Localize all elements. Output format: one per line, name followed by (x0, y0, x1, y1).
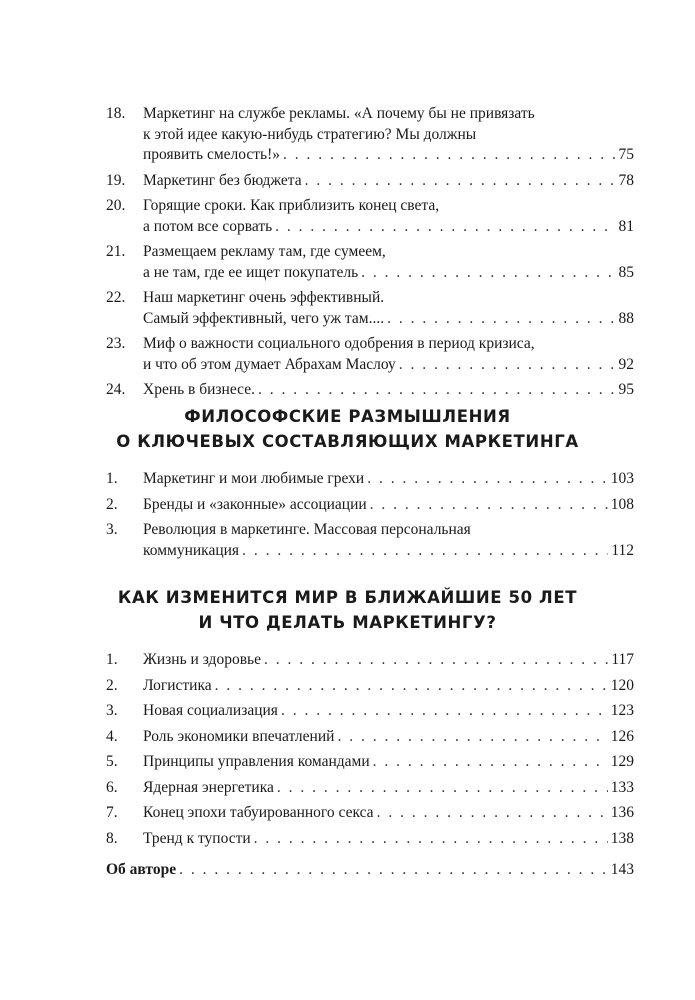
dot-leader (281, 701, 608, 722)
toc-entry[interactable] (106, 469, 634, 490)
toc-entry[interactable] (106, 334, 634, 375)
toc-entry[interactable] (106, 701, 634, 722)
toc-entry-body (143, 778, 634, 799)
toc-entry-number: 3. (106, 521, 118, 538)
toc-entry-number: 3. (106, 702, 118, 719)
toc-entry-last-line (143, 650, 634, 671)
toc-entry-last-line (143, 803, 634, 824)
toc-entry[interactable] (106, 778, 634, 799)
toc-entry-body (143, 650, 634, 671)
toc-list-philosophy (0, 469, 695, 566)
toc-entry-page: 112 (611, 541, 634, 559)
dot-leader (387, 309, 615, 330)
toc-entry-body (143, 803, 634, 824)
toc-entry-title-line: коммуникация (143, 541, 240, 559)
toc-entry-number: 7. (106, 804, 118, 821)
toc-entry-body (143, 242, 634, 283)
toc-entry-page: 143 (610, 861, 634, 878)
toc-entry-body (143, 701, 634, 722)
toc-entry-last-line (143, 778, 634, 799)
toc-entry-title-line: Тренд к тупости (143, 829, 251, 847)
toc-entry[interactable] (106, 520, 634, 561)
toc-entry-last-line (143, 263, 634, 284)
toc-entry-last-line (143, 217, 634, 238)
dot-leader (264, 650, 608, 671)
toc-entry-page: 92 (618, 355, 634, 373)
dot-leader (305, 171, 616, 192)
section-heading-philosophy (0, 404, 695, 454)
dot-leader (370, 495, 608, 516)
toc-entry-page: 123 (610, 702, 634, 719)
toc-list-future (0, 650, 695, 854)
dot-leader (242, 541, 608, 562)
toc-entry[interactable] (106, 495, 634, 516)
toc-entry-number: 18. (106, 105, 126, 122)
toc-entry-body (143, 196, 634, 237)
toc-entry-number: 8. (106, 829, 118, 847)
toc-entry-body (143, 380, 634, 401)
toc-entry-number: 19. (106, 171, 126, 189)
toc-entry-page: 129 (610, 753, 634, 770)
toc-entry-last-line (143, 469, 634, 490)
toc-entry-number: 6. (106, 778, 118, 796)
toc-entry-title-line: Маркетинг и мои любимые грехи (143, 470, 365, 487)
toc-entry-number: 21. (106, 243, 126, 260)
toc-entry[interactable] (106, 676, 634, 697)
toc-entry[interactable] (106, 196, 634, 237)
toc-entry-page: 120 (610, 676, 634, 694)
toc-entry-last-line (143, 701, 634, 722)
toc-entry-number: 22. (106, 289, 126, 306)
toc-entry-title-line: Принципы управления командами (143, 753, 370, 770)
toc-entry-title-line: Хрень в бизнесе. (143, 381, 255, 398)
toc-entry-last-line (143, 727, 634, 748)
toc-entry-page: 126 (610, 727, 634, 745)
toc-entry-page: 81 (618, 217, 634, 235)
toc-entry-body (143, 288, 634, 329)
toc-entry-last-line (143, 541, 634, 562)
toc-entry-title-line: Жизнь и здоровье (143, 651, 261, 668)
dot-leader (254, 829, 608, 850)
dot-leader (373, 752, 608, 773)
dot-leader (337, 727, 607, 748)
toc-entry-body (143, 171, 634, 192)
toc-entry-page: 133 (610, 778, 634, 796)
toc-entry-page: 103 (610, 470, 634, 487)
toc-entry-title-line: Наш маркетинг очень эффективный. (143, 289, 385, 306)
toc-entry-title-line: Революция в маркетинге. Массовая персональная (143, 521, 471, 538)
toc-entry-page: 108 (610, 495, 634, 513)
toc-entry-last-line (143, 145, 634, 166)
heading-line-1: КАК ИЗМЕНИТСЯ МИР В БЛИЖАЙШИЕ 50 ЛЕТ (117, 588, 578, 607)
toc-entry-title-line: к этой идее какую-нибудь стратегию? Мы должны (143, 125, 477, 143)
dot-leader (283, 145, 615, 166)
toc-entry[interactable] (106, 380, 634, 401)
toc-entry-title-line: Миф о важности социального одобрения в период кризиса, (143, 335, 535, 352)
toc-entry-title-line: а потом все сорвать (143, 217, 273, 235)
heading-line-1: ФИЛОСОФСКИЕ РАЗМЫШЛЕНИЯ (184, 407, 511, 426)
toc-entry-body (143, 495, 634, 516)
toc-entry-title-line: Горящие сроки. Как приблизить конец света, (143, 197, 440, 214)
toc-entry-about-author[interactable] (106, 860, 634, 881)
toc-entry-page: 138 (610, 829, 634, 847)
toc-entry-title-line: Роль экономики впечатлений (143, 727, 335, 745)
toc-entry-title-line: Самый эффективный, чего уж там.... (143, 309, 385, 327)
toc-entry-page: 78 (618, 171, 634, 189)
toc-entry[interactable] (106, 803, 634, 824)
toc-entry-title-line: Бренды и «законные» ассоциации (143, 495, 367, 513)
dot-leader (179, 860, 608, 881)
dot-leader (258, 380, 616, 401)
dot-leader (215, 676, 608, 697)
toc-entry-title-line: проявить смелость!» (143, 146, 281, 163)
toc-entry-last-line (143, 752, 634, 773)
toc-entry-title-line: Маркетинг без бюджета (143, 171, 302, 189)
toc-entry[interactable] (106, 829, 634, 850)
toc-entry-body (143, 520, 634, 561)
toc-entry-last-line (143, 380, 634, 401)
toc-entry-title-line: Логистика (143, 676, 212, 694)
toc-entry-page: 95 (618, 381, 634, 398)
toc-entry-number: 23. (106, 335, 126, 352)
toc-entry-page: 136 (610, 804, 634, 821)
toc-entry-body (143, 752, 634, 773)
toc-entry[interactable] (106, 727, 634, 748)
toc-entry-last-line (143, 309, 634, 330)
toc-entry[interactable] (106, 242, 634, 283)
toc-entry-page: 85 (618, 263, 634, 281)
toc-entry-title-line: Размещаем рекламу там, где сумеем, (143, 243, 386, 260)
toc-entry-number: 20. (106, 197, 126, 214)
toc-entry-last-line (143, 829, 634, 850)
toc-entry-last-line (143, 495, 634, 516)
toc-entry-title-line: Ядерная энергетика (143, 778, 274, 796)
toc-entry[interactable] (106, 171, 634, 192)
toc-entry-page: 75 (618, 146, 634, 163)
toc-entry-body (143, 727, 634, 748)
toc-entry-title-line: Новая социализация (143, 702, 278, 719)
toc-entry-title: Об авторе (106, 861, 177, 878)
toc-entry-number: 24. (106, 381, 126, 398)
toc-entry-title-line: а не там, где ее ищет покупатель (143, 263, 359, 281)
toc-entry-title-line: Маркетинг на службе рекламы. «А почему бы не привязать (143, 105, 535, 122)
toc-entry-body (143, 469, 634, 490)
toc-entry-page: 88 (618, 309, 634, 327)
toc-entry[interactable] (106, 104, 634, 166)
toc-entry-body (143, 676, 634, 697)
toc-entry-page: 117 (611, 651, 634, 668)
dot-leader (277, 778, 608, 799)
toc-entry-last-line (143, 171, 634, 192)
toc-entry[interactable] (106, 752, 634, 773)
toc-entry-body (143, 829, 634, 850)
heading-line-2: И ЧТО ДЕЛАТЬ МАРКЕТИНГУ? (198, 613, 497, 632)
dot-leader (275, 217, 615, 238)
toc-entry-number: 5. (106, 753, 118, 770)
toc-entry[interactable] (106, 650, 634, 671)
toc-entry-body (143, 104, 634, 166)
toc-list-part-a (0, 104, 695, 406)
heading-line-2: О КЛЮЧЕВЫХ СОСТАВЛЯЮЩИХ МАРКЕТИНГА (116, 432, 579, 451)
dot-leader (361, 263, 615, 284)
toc-entry-number: 2. (106, 676, 118, 694)
toc-entry-number: 2. (106, 495, 118, 513)
toc-entry-last-line (143, 676, 634, 697)
dot-leader (399, 355, 616, 376)
toc-entry-body (143, 334, 634, 375)
toc-entry-number: 1. (106, 470, 118, 487)
toc-entry[interactable] (106, 288, 634, 329)
dot-leader (367, 469, 608, 490)
dot-leader (377, 803, 608, 824)
toc-entry-last-line (143, 355, 634, 376)
toc-entry-number: 4. (106, 727, 118, 745)
toc-entry-number: 1. (106, 651, 118, 668)
section-heading-future (0, 585, 695, 635)
toc-entry-title-line: Конец эпохи табуированного секса (143, 804, 374, 821)
toc-entry-title-line: и что об этом думает Абрахам Маслоу (143, 355, 396, 373)
